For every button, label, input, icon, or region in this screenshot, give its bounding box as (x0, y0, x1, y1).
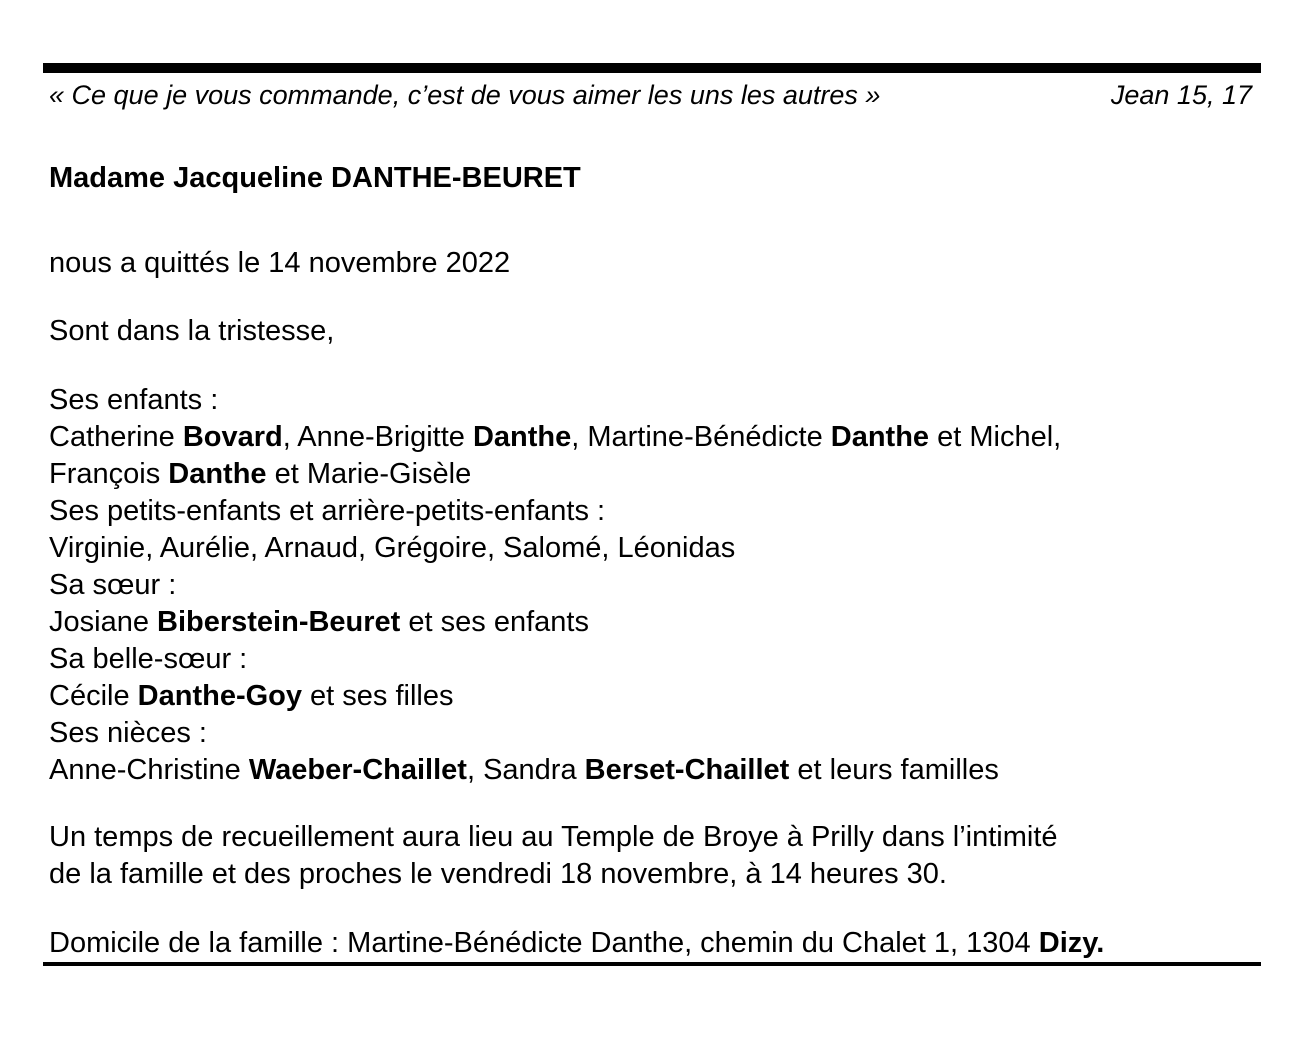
mourners-intro (49, 313, 334, 350)
surname: Danthe-Goy (137, 680, 302, 712)
sister-in-law-names: Cécile Danthe-Goy et ses filles (49, 680, 454, 712)
scripture-reference: Jean 15, 17 (1110, 80, 1252, 110)
family-domicile (49, 925, 1104, 962)
family-list (49, 382, 1061, 789)
passing-text: nous a quittés le 14 novembre 2022 (49, 247, 511, 279)
scripture-quote: « Ce que je vous commande, c’est de vous aimer les uns les autres » (49, 80, 881, 110)
ceremony-line-1: Un temps de recueillement aura lieu au Temple de Broye à Prilly dans l’intimité (49, 821, 1058, 853)
domicile-town: Dizy. (1038, 927, 1105, 959)
top-rule (43, 63, 1261, 73)
grandchildren-names: Virginie, Aurélie, Arnaud, Grégoire, Salomé, Léonidas (49, 532, 736, 564)
scripture-quote-line (49, 78, 1252, 112)
children-line-1: Catherine Bovard, Anne-Brigitte Danthe, Martine-Bénédicte Danthe et Michel, (49, 421, 1062, 453)
nieces-names: Anne-Christine Waeber-Chaillet, Sandra Berset-Chaillet et leurs familles (49, 754, 999, 786)
children-line-2: François Danthe et Marie-Gisèle (49, 458, 472, 490)
surname: Danthe (830, 421, 930, 453)
passing-date (49, 245, 510, 282)
mourners-intro-text: Sont dans la tristesse, (49, 315, 335, 347)
ceremony-notice (49, 819, 1058, 893)
ceremony-line-2: de la famille et des proches le vendredi 18 novembre, à 14 heures 30. (49, 858, 947, 890)
surname: Danthe (168, 458, 267, 490)
surname: Bovard (182, 421, 283, 453)
sister-names: Josiane Biberstein-Beuret et ses enfants (49, 606, 589, 638)
grandchildren-label: Ses petits-enfants et arrière-petits-enfants : (49, 495, 606, 527)
surname: Waeber-Chaillet (248, 754, 467, 786)
surname: Danthe (472, 421, 572, 453)
sister-in-law-label: Sa belle-sœur : (49, 643, 248, 675)
domicile-line: Domicile de la famille : Martine-Bénédicte Danthe, chemin du Chalet 1, 1304 Dizy. (49, 927, 1105, 959)
deceased-name: Madame Jacqueline DANTHE-BEURET (49, 162, 581, 194)
surname: Biberstein-Beuret (157, 606, 401, 638)
sister-label: Sa sœur : (49, 569, 177, 601)
nieces-label: Ses nièces : (49, 717, 207, 749)
surname: Berset-Chaillet (584, 754, 790, 786)
bottom-rule (43, 962, 1261, 966)
children-label: Ses enfants : (49, 384, 219, 416)
